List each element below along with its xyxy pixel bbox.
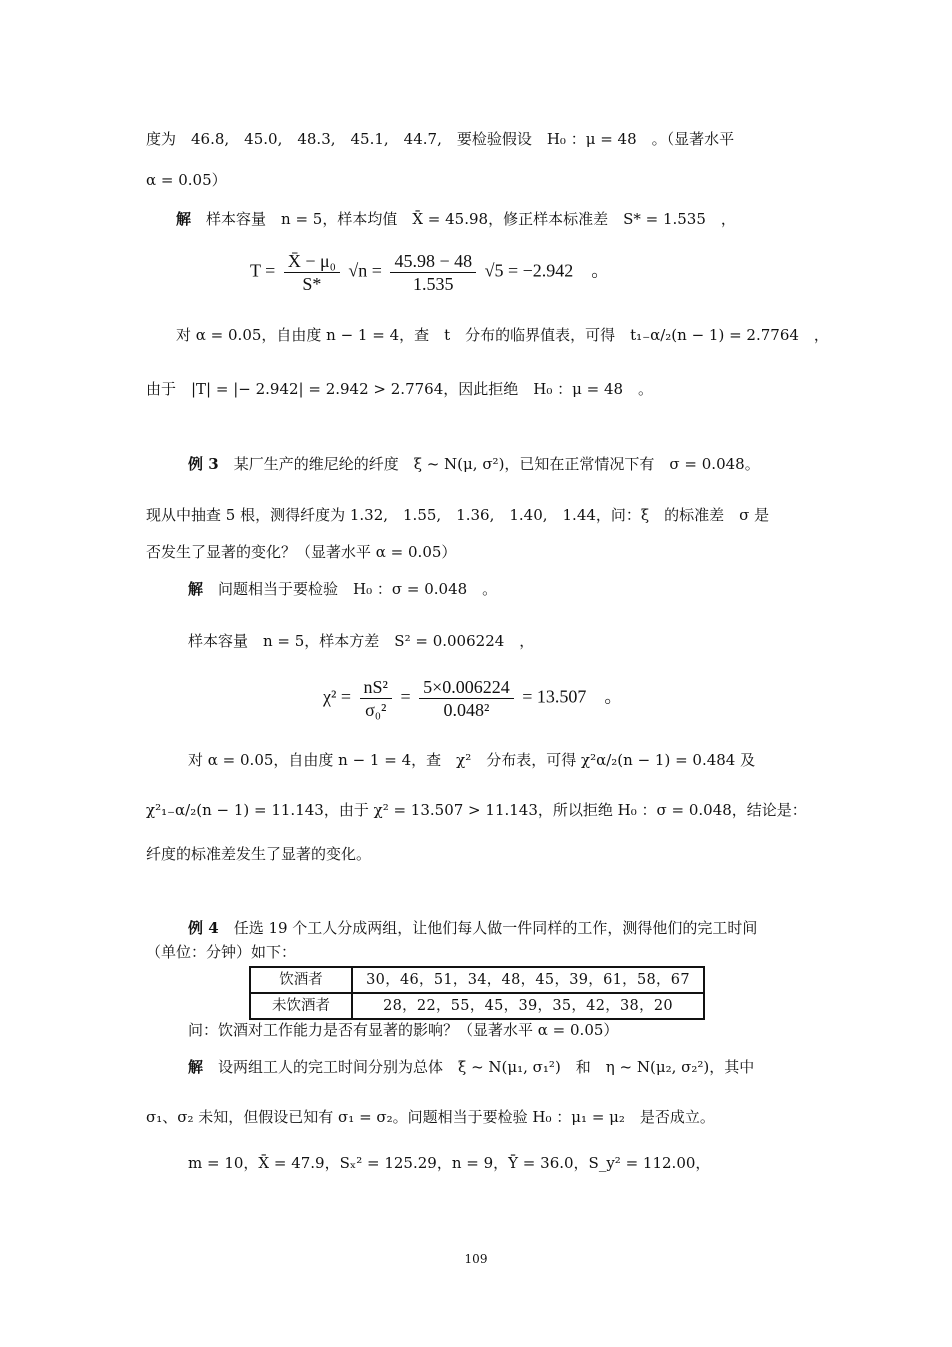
text-line: m = 10，X̄ = 47.9，Sₓ² = 125.29，n = 9，Ȳ = 36.0，S_y² = 112.00，	[188, 1154, 711, 1172]
text-line: χ²₁₋α/₂(n − 1) = 11.143，由于 χ² = 13.507 > 11.143，所以拒绝 H₀ ：σ = 0.048，结论是：	[146, 801, 807, 819]
solution-label: 解	[176, 210, 192, 228]
text-line: 度为 46.8, 45.0, 48.3, 45.1, 44.7, 要检验假设 H₀ ：μ = 48 。（显著水平	[146, 130, 735, 148]
table-row	[250, 993, 704, 1019]
text-line: 解 设两组工人的完工时间分别为总体 ξ ~ N(μ₁, σ₁²) 和 η ~ N(μ₂, σ₂²)，其中	[188, 1058, 755, 1076]
text-line: 解 样本容量 n = 5，样本均值 X̄ = 45.98，修正样本标准差 S* = 1.535 ，	[176, 210, 736, 228]
page-number: 109	[464, 1252, 488, 1266]
fraction: $\frac{\text{X̄ − μ₀}}{S*}$	[284, 250, 340, 295]
solution-label: 解	[188, 1058, 204, 1076]
data-table	[249, 966, 705, 1020]
fraction: $\frac{\text{nS²}}{\text{σ₀²}}$	[360, 676, 392, 721]
formula-t: T = $\frac{\text{X̄ − μ₀}}{S*}$ √n = $\frac{45.98 - 48}{1.535}$ √5 = −2.942 。	[250, 251, 610, 294]
text-line: σ₁、σ₂ 未知，但假设已知有 σ₁ = σ₂。问题相当于要检验 H₀ ：μ₁ = μ₂ 是否成立。	[146, 1108, 715, 1126]
text-line: 否发生了显著的变化？（显著水平 α = 0.05）	[146, 543, 457, 561]
text-line: 现从中抽查 5 根，测得纤度为 1.32, 1.55, 1.36, 1.40, 1.44，问：ξ 的标准差 σ 是	[146, 506, 770, 524]
table-cell: 28，22，55，45，39，35，42，38，20	[352, 993, 704, 1019]
example-label: 例 3	[188, 455, 219, 473]
text-line: 由于 |T| = |− 2.942| = 2.942 > 2.7764，因此拒绝 H₀ ：μ = 48 。	[146, 380, 654, 398]
table-row	[250, 967, 704, 993]
text-line: 对 α = 0.05，自由度 n − 1 = 4，查 t 分布的临界值表，可得 t₁₋α/₂(n − 1) = 2.7764 ，	[176, 326, 829, 344]
text-line: 纤度的标准差发生了显著的变化。	[146, 845, 372, 863]
example-label: 例 4	[188, 919, 219, 937]
fraction: $\frac{45.98 - 48}{1.535}$	[390, 250, 476, 295]
text-line: 例 3 某厂生产的维尼纶的纤度 ξ ~ N(μ, σ²)，已知在正常情况下有 σ = 0.048。	[188, 455, 760, 473]
text-line: 对 α = 0.05，自由度 n − 1 = 4，查 χ² 分布表，可得 χ²α/₂(n − 1) = 0.484 及	[188, 751, 756, 769]
text-line: 样本容量 n = 5，样本方差 S² = 0.006224 ，	[188, 632, 535, 650]
text-line: 问：饮酒对工作能力是否有显著的影响？（显著水平 α = 0.05）	[188, 1021, 619, 1039]
formula-chi2: χ² = $\frac{\text{nS²}}{\text{σ₀²}}$ = $\frac{5\times 0.006224}{\text{0.048²}}$ = 13.507 。	[323, 677, 623, 720]
text-line: 例 4 任选 19 个工人分成两组，让他们每人做一件同样的工作，测得他们的完工时间	[188, 919, 758, 937]
fraction: $\frac{5\times 0.006224}{\text{0.048²}}$	[419, 676, 514, 721]
text-line: α = 0.05）	[146, 171, 227, 189]
text-line: 解 问题相当于要检验 H₀ ：σ = 0.048 。	[188, 580, 498, 598]
table-cell: 30，46，51，34，48，45，39，61，58，67	[352, 967, 704, 993]
solution-label: 解	[188, 580, 204, 598]
table-cell: 饮酒者	[250, 967, 352, 993]
table-cell: 未饮酒者	[250, 993, 352, 1019]
text-line: （单位：分钟）如下：	[146, 943, 297, 961]
